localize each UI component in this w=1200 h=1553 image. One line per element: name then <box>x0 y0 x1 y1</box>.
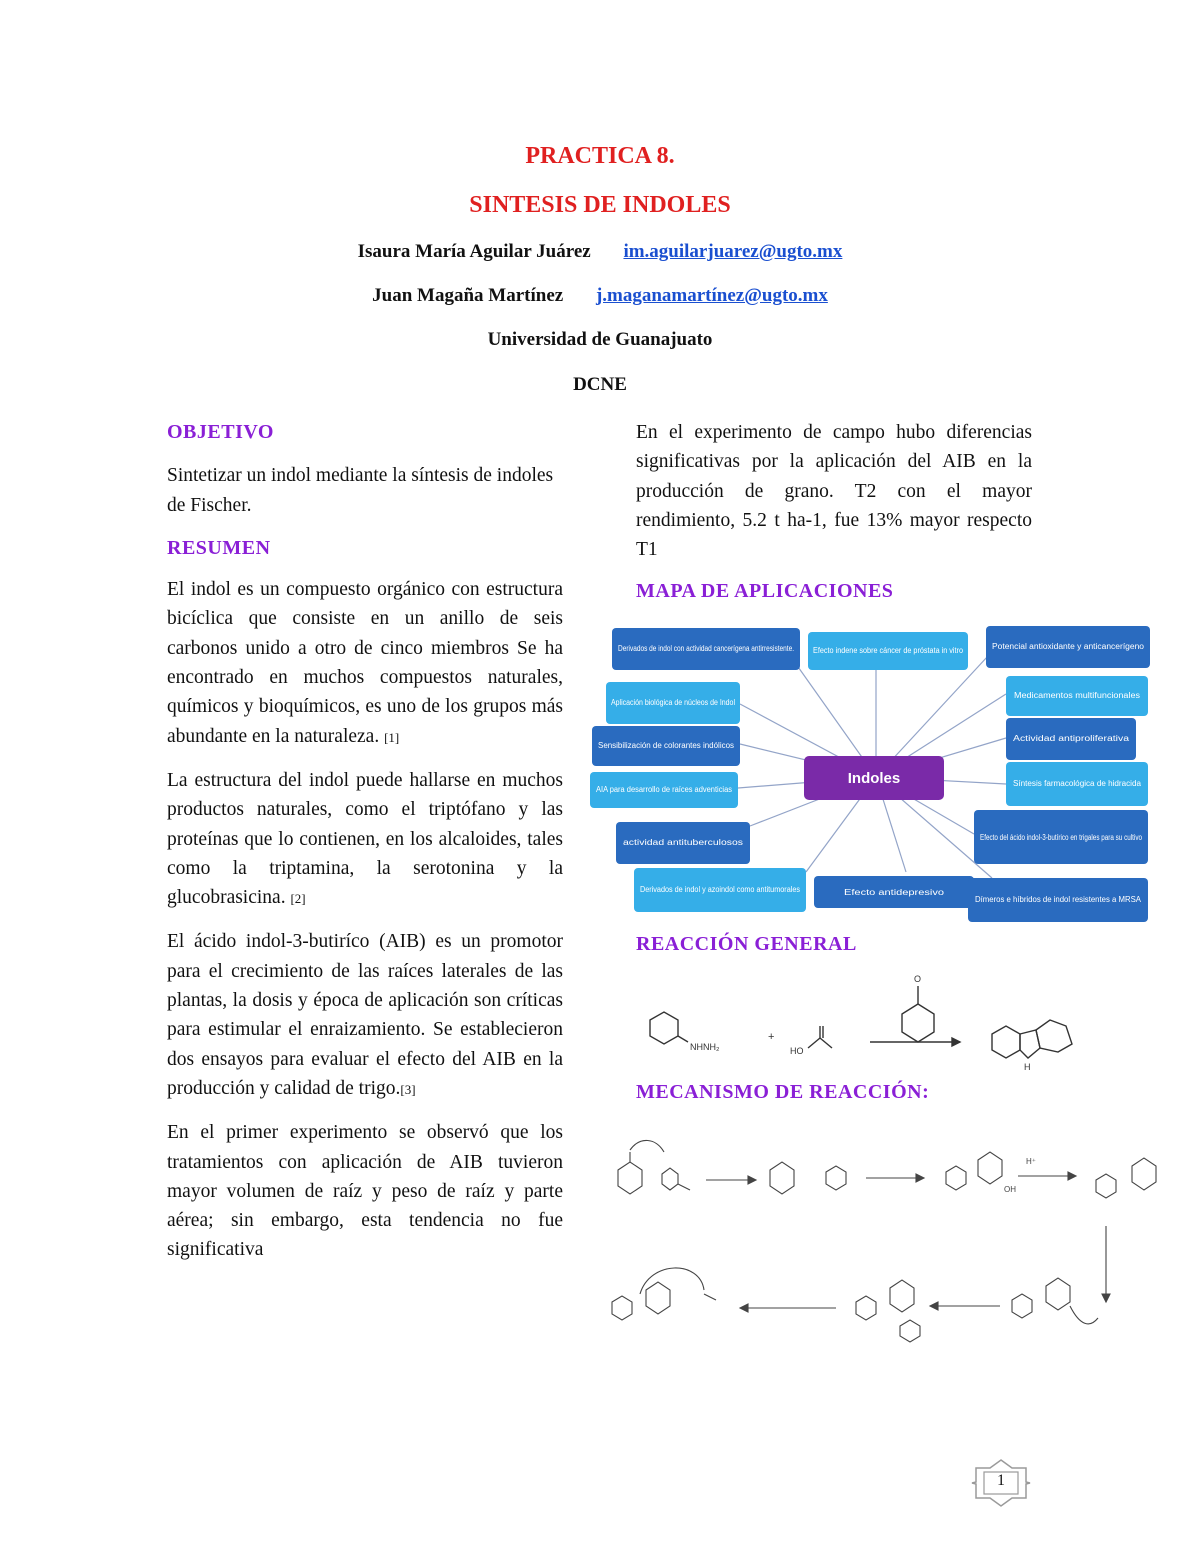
title-practica: PRACTICA 8. <box>525 143 675 169</box>
reagent-ho: HO <box>790 1046 804 1056</box>
product-nh: H <box>1024 1062 1031 1072</box>
citation-1: [1] <box>384 729 400 745</box>
applications-mind-map <box>588 622 1154 928</box>
department: DCNE <box>573 374 627 395</box>
paragraph-5: En el experimento de campo hubo diferencias significativas por la aplicación del AIB en la producción de grano. T2 con el mayor rendimiento, 5.2 t ha-1, fue 13% mayor respecto T1 <box>636 422 1032 561</box>
author-name-1: Isaura María Aguilar Juárez <box>357 241 591 262</box>
hydroxyl-label: OH <box>1004 1185 1016 1194</box>
mindmap-node-7: Actividad antiproliferativa <box>1013 734 1130 743</box>
paragraph-1 <box>167 575 563 752</box>
paragraph-1-text: El indol es un compuesto orgánico con estructura bicíclica que consiste en un anillo de seis carbonos unido a otro de cinco miembros Se ha encontrado en muchos compuestos naturales, químicos y bioquímicos, es uno de los grupos más abundante en la naturaleza. <box>167 579 563 747</box>
mindmap-node-3: Potencial antioxidante y anticancerígeno <box>992 642 1145 651</box>
paragraph-4: En el primer experimento se observó que los tratamientos con aplicación de AIB tuvieron mayor volumen de raíz y peso de raíz y parte aérea; sin embargo, esta tendencia no fue significativa <box>167 1122 563 1261</box>
right-column <box>636 418 1032 578</box>
ketone-oxygen: O <box>914 974 922 984</box>
resumen-heading: RESUMEN <box>167 536 271 559</box>
mindmap-node-8: AIA para desarrollo de raíces adventicias <box>596 785 732 794</box>
phenylhydrazine-ring <box>650 1012 678 1044</box>
citation-3: [3] <box>400 1081 416 1097</box>
plus-sign: + <box>768 1031 775 1043</box>
mindmap-node-2: Efecto indene sobre cáncer de próstata in vitro <box>813 646 964 655</box>
paragraph-2 <box>167 766 563 913</box>
reaccion-heading: REACCIÓN GENERAL <box>636 933 857 955</box>
reaction-mechanism-scheme <box>600 1130 1170 1350</box>
title-sintesis: SINTESIS DE INDOLES <box>469 192 731 218</box>
objetivo-text: Sintetizar un indol mediante la síntesis de indoles de Fischer. <box>167 465 554 516</box>
page-number: 1 <box>997 1472 1005 1489</box>
mindmap-node-6: Sensibilización de colorantes indólicos <box>598 741 734 750</box>
paragraph-3-text: El ácido indol-3-butiríco (AIB) es un promotor para el crecimiento de las raíces laterales de las plantas, la dosis y época de aplicación son críticas para estimular el enraizamiento. Se establecieron dos ensayos para evaluar el efecto del AIB en la producción y calidad de trigo. <box>167 931 563 1099</box>
reagent-nhnh2: NHNH₂ <box>690 1042 720 1052</box>
mindmap-node-9: Síntesis farmacológica de hidracida <box>1013 779 1142 788</box>
institution: Universidad de Guanajuato <box>487 329 713 350</box>
author-line-1 <box>0 241 1200 263</box>
mindmap-node-10: actividad antituberculosos <box>623 838 743 847</box>
page-number-badge <box>972 1458 1030 1508</box>
author-line-2 <box>0 285 1200 307</box>
mapa-heading: MAPA DE APLICACIONES <box>636 580 894 602</box>
citation-2: [2] <box>290 891 306 907</box>
author-email-2[interactable]: j.maganamartínez@ugto.mx <box>595 285 828 306</box>
mindmap-node-13: Efecto antidepresivo <box>844 888 945 897</box>
mindmap-node-5: Medicamentos multifuncionales <box>1014 691 1140 700</box>
objetivo-heading: OBJETIVO <box>167 421 274 443</box>
acid-catalyst-label: H⁺ <box>1026 1157 1036 1166</box>
cyclohexanone-ring <box>902 1004 934 1042</box>
paragraph-3 <box>167 927 563 1104</box>
mecanismo-heading: MECANISMO DE REACCIÓN: <box>636 1081 930 1103</box>
mindmap-node-11: Efecto del ácido indol-3-butírico en trigales para su cultivo <box>980 833 1143 842</box>
author-email-1[interactable]: im.aguilarjuarez@ugto.mx <box>623 241 843 262</box>
product-cyclohexane-ring <box>1036 1020 1072 1052</box>
mindmap-center-label: Indoles <box>847 770 901 787</box>
general-reaction-scheme <box>620 960 1090 1078</box>
left-column <box>167 418 563 1279</box>
author-name-2: Juan Magaña Martínez <box>372 285 564 306</box>
paragraph-2-text: La estructura del indol puede hallarse en muchos productos naturales, como el triptófano y las proteínas que lo contienen, en los alcaloides, tales como la triptamina, la serotonina y la glucobrasicina. <box>167 769 563 909</box>
mindmap-node-12: Derivados de indol y azoindol como antitumorales <box>640 885 800 894</box>
mindmap-node-14: Dímeros e híbridos de indol resistentes a MRSA <box>975 895 1142 904</box>
mindmap-node-1: Derivados de indol con actividad cancerígena antirresistente. <box>618 644 794 653</box>
product-benzene-ring <box>992 1026 1020 1058</box>
mindmap-node-4: Aplicación biológica de núcleos de Indol <box>611 698 736 707</box>
